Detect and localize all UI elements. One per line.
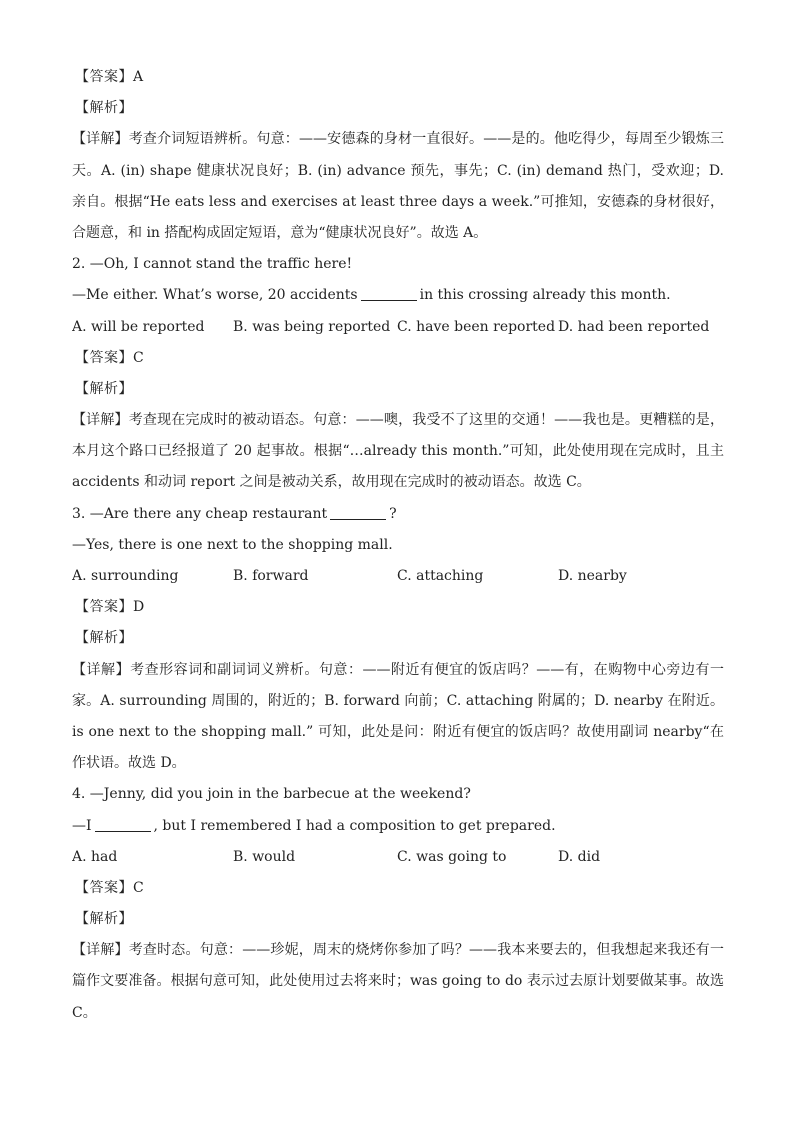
document-page [72,62,724,1029]
option-d: D. had been reported [558,318,710,335]
options-row [72,842,724,873]
question-line [72,779,724,810]
option-a: A. had [72,848,118,865]
answer-blank [361,286,417,301]
question-text: 3. —Are there any cheap restaurant [72,505,328,522]
explanation-line: 【详解】考查介词短语辨析。句意：——安德森的身材一直很好。——是的。他吃得少，每周至少锻炼三 [72,131,724,148]
answer-blank [330,505,386,520]
answer-label: 【答案】C [75,879,145,896]
question-line [72,499,724,530]
question-line [72,249,724,280]
question-text: 4. —Jenny, did you join in the barbecue at the weekend? [72,786,471,803]
explanation-line: 【详解】考查形容词和副词词义辨析。句意：——附近有便宜的饭店吗？——有，在购物中心旁边有一 [72,661,724,678]
answer-label: 【答案】A [75,69,144,85]
explanation-line: accidents 和动词 report 之间是被动关系，故用现在完成时的被动语态。故选 C。 [72,474,591,491]
question-text: —Yes, there is one next to the shopping mall. [72,536,393,553]
question-line [72,530,724,561]
option-d: D. did [558,848,601,865]
explanation-line: 篇作文要准备。根据句意可知，此处使用过去将来时；was going to do 表示过去原计划要做某事。故选 [72,973,724,990]
question-text: 2. —Oh, I cannot stand the traffic here! [72,256,353,273]
options-row [72,561,724,592]
explanation-line: 天。A. (in) shape 健康状况良好；B. (in) advance 预先，事先；C. (in) demand 热门，受欢迎；D. [72,162,724,179]
analysis-label: 【解析】 [75,380,133,397]
answer-label: 【答案】C [75,349,145,366]
analysis-label: 【解析】 [75,911,133,928]
explanation-line: 【详解】考查时态。句意：——珍妮，周末的烧烤你参加了吗？——我本来要去的，但我想起来我还有一 [72,942,724,959]
explanation-line: is one next to the shopping mall.” 可知，此处是问：附近有便宜的饭店吗？故使用副词 nearby“在 [72,723,724,740]
question-text: ? [389,505,397,522]
option-b: B. would [233,848,296,865]
question-line [72,280,724,311]
question-text: in this crossing already this month. [419,287,671,304]
option-b: B. forward [233,568,309,584]
question-text: , but I remembered I had a composition to get prepared. [153,817,556,834]
explanation-line: C。 [72,1004,97,1021]
options-row [72,312,724,343]
option-c: C. was going to [397,848,507,865]
option-d: D. nearby [558,568,627,584]
analysis-label: 【解析】 [75,100,133,117]
explanation-line: 家。A. surrounding 周围的，附近的；B. forward 向前；C. attaching 附属的；D. nearby 在附近。 [72,692,724,709]
option-c: C. attaching [397,568,484,584]
option-c: C. have been reported [397,318,556,335]
option-b: B. was being reported [233,318,391,335]
question-line [72,811,724,842]
question-text: —I [72,817,92,834]
explanation-line: 合题意，和 in 搭配构成固定短语，意为“健康状况良好”。故选 A。 [72,224,488,241]
explanation-line: 亲自。根据“He eats less and exercises at least three days a week.”可推知，安德森的身材很好， [72,193,724,210]
explanation-line: 作状语。故选 D。 [72,755,186,772]
answer-blank [95,817,151,832]
answer-label: 【答案】D [75,599,145,616]
option-a: A. will be reported [72,318,205,335]
option-a: A. surrounding [72,568,179,584]
analysis-label: 【解析】 [75,630,133,647]
question-text: —Me either. What’s worse, 20 accidents [72,287,358,304]
explanation-line: 本月这个路口已经报道了 20 起事故。根据“…already this month.”可知，此处使用现在完成时，且主 [72,443,724,460]
explanation-line: 【详解】考查现在完成时的被动语态。句意：——噢，我受不了这里的交通！——我也是。更糟糕的是， [72,412,724,429]
